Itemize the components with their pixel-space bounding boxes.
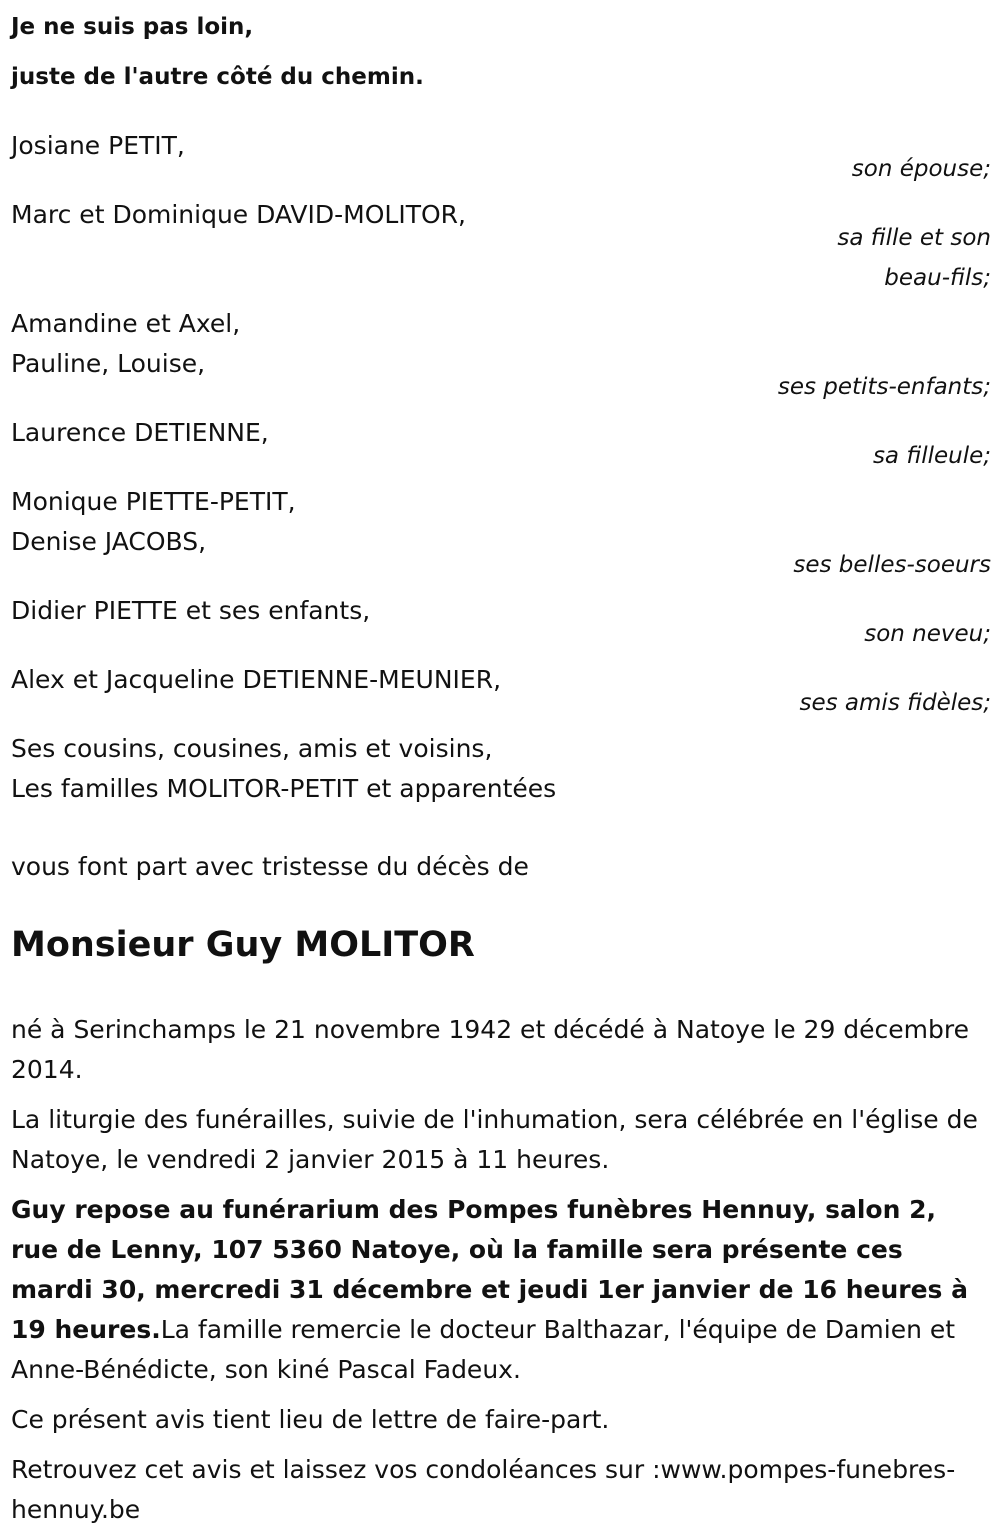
announcement-text: vous font part avec tristesse du décès de (11, 852, 529, 881)
family-name: Denise JACOBS, (11, 527, 207, 556)
family-relation: ses belles-soeurs (793, 552, 991, 578)
condolences-paragraph: Retrouvez cet avis et laissez vos condoléances sur :www.pompes-funebres-hennuy.be (11, 1455, 956, 1524)
deceased-name: Monsieur Guy MOLITOR (11, 925, 475, 965)
family-relation: son épouse; (851, 156, 991, 182)
liturgy-paragraph: La liturgie des funérailles, suivie de l'inhumation, sera célébrée en l'église de Natoye, le vendredi 2 janvier 2015 à 11 heures. (11, 1105, 978, 1174)
epigraph (11, 2, 991, 102)
family-name: Didier PIETTE et ses enfants, (11, 596, 371, 625)
family-entry (11, 482, 991, 585)
family-entry (11, 195, 991, 298)
epigraph-line: Je ne suis pas loin, (11, 14, 254, 40)
family-entry (11, 660, 991, 723)
family-relation: sa filleule; (872, 443, 991, 469)
family-entry (11, 304, 991, 407)
family-list (11, 126, 991, 723)
visitation-paragraph (11, 1190, 991, 1390)
family-name: Marc et Dominique DAVID-MOLITOR, (11, 200, 466, 229)
family-relation: sa fille et son beau-fils; (837, 225, 991, 291)
thanks-text: La famille remercie le docteur Balthazar, l'équipe de Damien et Anne-Bénédicte, son kiné Pascal Fadeux. (11, 1315, 956, 1384)
family-name: Alex et Jacqueline DETIENNE-MEUNIER, (11, 665, 502, 694)
extended-family (11, 729, 991, 809)
epigraph-line: juste de l'autre côté du chemin. (11, 64, 424, 90)
family-relation: ses petits-enfants; (777, 374, 991, 400)
family-entry (11, 413, 991, 476)
notice-paragraph: Ce présent avis tient lieu de lettre de faire-part. (11, 1405, 610, 1434)
obituary-notice (11, 0, 991, 1530)
family-relation: ses amis fidèles; (799, 690, 991, 716)
family-entry (11, 591, 991, 654)
extended-family-line: Ses cousins, cousines, amis et voisins, (11, 734, 493, 763)
family-name: Amandine et Axel, (11, 309, 241, 338)
family-name: Laurence DETIENNE, (11, 418, 269, 447)
visitation-details: Guy repose au funérarium des Pompes funèbres Hennuy, salon 2, rue de Lenny, 107 5360 Natoye, où la famille sera présente ces mardi 30, mercredi 31 décembre et jeudi 1er janvier de 16 heures à 19 heures. (11, 1195, 968, 1344)
family-entry (11, 126, 991, 189)
extended-family-line: Les familles MOLITOR-PETIT et apparentées (11, 774, 557, 803)
birth-death-paragraph: né à Serinchamps le 21 novembre 1942 et décédé à Natoye le 29 décembre 2014. (11, 1015, 970, 1084)
family-name: Monique PIETTE-PETIT, (11, 487, 296, 516)
family-name: Pauline, Louise, (11, 349, 206, 378)
family-relation: son neveu; (864, 621, 991, 647)
family-name: Josiane PETIT, (11, 131, 185, 160)
